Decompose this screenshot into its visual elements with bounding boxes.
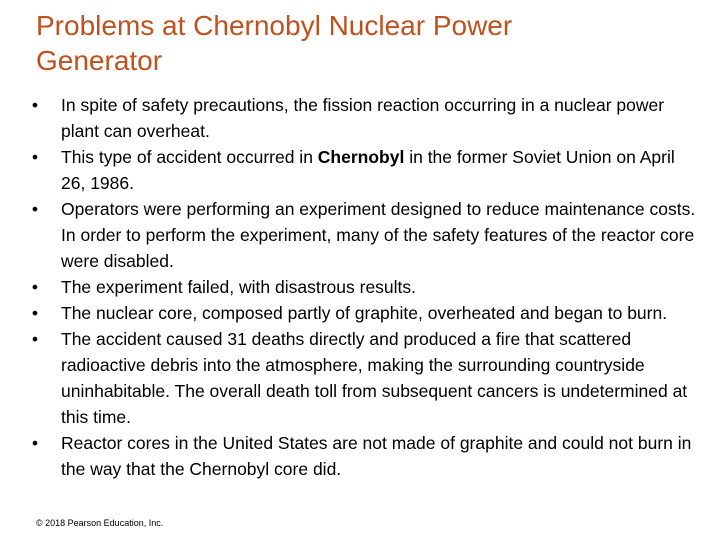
bullet-dot-icon: • (31, 303, 39, 323)
slide-title (36, 8, 676, 78)
bullet-text: Reactor cores in the United States are not made of graphite and could not burn in the way that the Chernobyl core did. (61, 433, 692, 479)
bullet-dot-icon: • (31, 95, 39, 115)
title-line-2: Generator (36, 45, 163, 76)
bullet-text: The accident caused 31 deaths directly and produced a fire that scattered radioactive debris into the atmosphere, making the surrounding countryside uninhabitable. The overall death toll from subsequent cancers is undetermined at this time. (61, 329, 688, 427)
bullet-list (28, 92, 696, 482)
bullet-item-1 (28, 92, 696, 144)
bullet-text: The experiment failed, with disastrous results. (61, 277, 417, 297)
bullet-text-before: This type of accident occurred in (61, 147, 318, 167)
bullet-text: In spite of safety precautions, the fission reaction occurring in a nuclear power plant can overheat. (61, 95, 665, 141)
bullet-text-after: in the former Soviet Union on April 26, 1986. (61, 147, 675, 193)
bullet-item-4 (28, 274, 696, 300)
bullet-dot-icon: • (31, 433, 39, 453)
bullet-dot-icon: • (31, 147, 39, 167)
copyright-footer: © 2018 Pearson Education, Inc. (36, 518, 164, 528)
bullet-item-7 (28, 430, 696, 482)
bullet-item-5 (28, 300, 696, 326)
title-line-1: Problems at Chernobyl Nuclear Power (36, 10, 513, 41)
bullet-dot-icon: • (31, 277, 39, 297)
bullet-dot-icon: • (31, 329, 39, 349)
bullet-text-bold: Chernobyl (317, 147, 405, 167)
bullet-text: The nuclear core, composed partly of graphite, overheated and began to burn. (61, 303, 668, 323)
bullet-item-2 (28, 144, 696, 196)
bullet-text: Operators were performing an experiment designed to reduce maintenance costs. In order to perform the experiment, many of the safety features of the reactor core were disabled. (61, 199, 696, 271)
bullet-dot-icon: • (31, 199, 39, 219)
bullet-item-6 (28, 326, 696, 430)
bullet-item-3 (28, 196, 696, 274)
